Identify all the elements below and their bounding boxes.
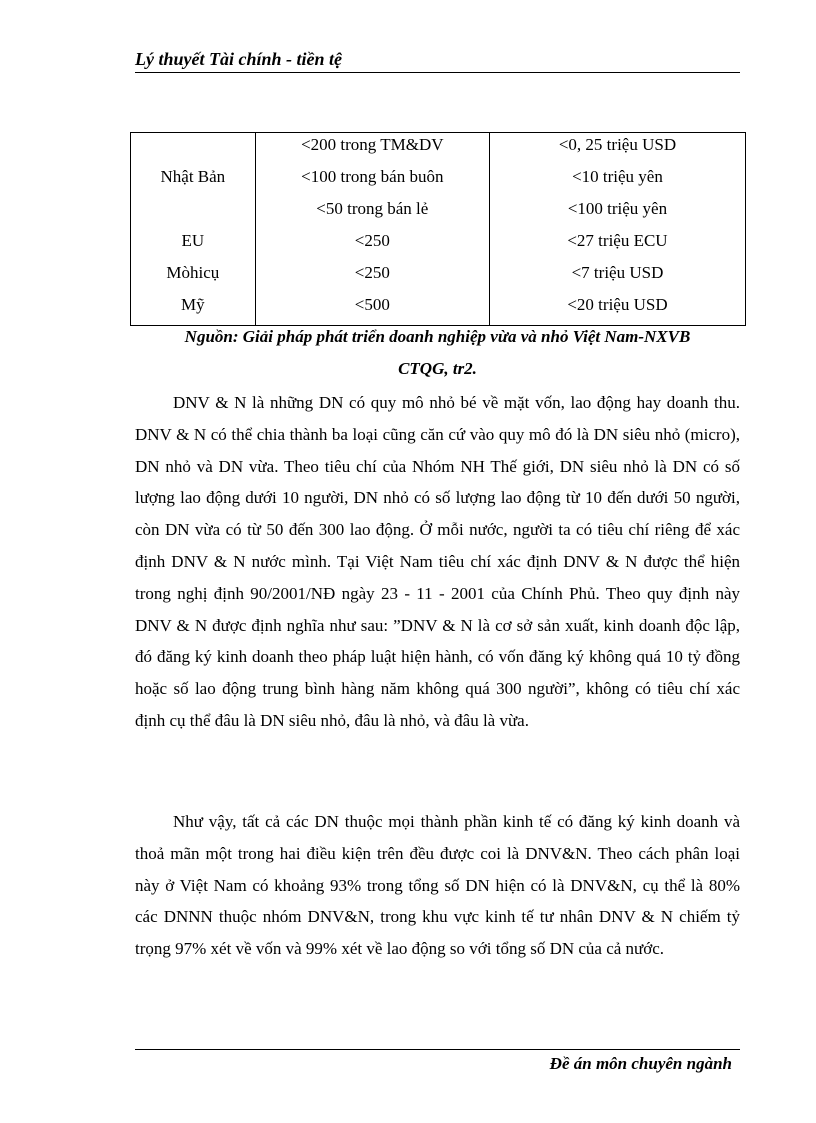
- labor-value: <500: [354, 295, 390, 314]
- table-row: [131, 261, 746, 293]
- labor-cell: [255, 261, 489, 293]
- footer-divider: [135, 1049, 740, 1050]
- page-header: [135, 46, 740, 73]
- capital-value: <27 triệu ECU: [567, 231, 668, 250]
- capital-value: <10 triệu yên: [572, 167, 663, 186]
- capital-cell: [489, 261, 745, 293]
- capital-value: <0, 25 triệu USD: [558, 135, 677, 154]
- sme-criteria-table: [130, 132, 746, 326]
- table-source-line-2: CTQG, tr2.: [398, 359, 477, 378]
- labor-value: <100 trong bán buôn: [301, 167, 444, 186]
- capital-cell: [489, 293, 745, 326]
- labor-value: <250: [354, 231, 390, 250]
- labor-cell: [255, 293, 489, 326]
- country-cell: [131, 229, 256, 261]
- table-row: [131, 293, 746, 326]
- body-paragraph-2: Như vậy, tất cả các DN thuộc mọi thành phần kinh tế có đăng ký kinh doanh và thoả mãn một trong hai điều kiện trên đều được coi là DNV&N. Theo cách phân loại này ở Việt Nam có khoảng 93% trong tổng số DN hiện có là DNV&N, cụ thể là 80% các DNNN thuộc nhóm DNV&N, trong khu vực kinh tế tư nhân DNV & N chiếm tỷ trọng 97% xét về vốn và 99% xét về lao động so với tổng số DN của cả nước.: [135, 812, 740, 959]
- labor-cell: [255, 133, 489, 230]
- capital-value: <100 triệu yên: [567, 199, 668, 218]
- capital-cell: [489, 133, 745, 230]
- table-row: [131, 229, 746, 261]
- country-name: Mòhicụ: [166, 263, 220, 282]
- capital-cell: [489, 229, 745, 261]
- country-name: EU: [181, 231, 205, 250]
- capital-value: <7 triệu USD: [571, 263, 664, 282]
- country-cell: [131, 293, 256, 326]
- footer-title: Đề án môn chuyên ngành: [549, 1054, 732, 1073]
- labor-value: <200 trong TM&DV: [301, 135, 444, 154]
- country-name: Mỹ: [181, 295, 205, 314]
- labor-cell: [255, 229, 489, 261]
- table-row: [131, 133, 746, 230]
- country-cell: [131, 261, 256, 293]
- body-paragraph-1: DNV & N là những DN có quy mô nhỏ bé về mặt vốn, lao động hay doanh thu. DNV & N có thể chia thành ba loại cũng căn cứ vào quy mô đó là DN siêu nhỏ (micro), DN nhỏ và DN vừa. Theo tiêu chí của Nhóm NH Thế giới, DN siêu nhỏ là DN có số lượng lao động dưới 10 người, DN nhỏ có số lượng lao động từ 10 đến dưới 50 người, còn DN vừa có từ 50 đến 300 lao động. Ở mỗi nước, người ta có tiêu chí riêng để xác định DNV & N nước mình. Tại Việt Nam tiêu chí xác định DNV & N được thể hiện trong nghị định 90/2001/NĐ ngày 23 - 11 - 2001 của Chính Phủ. Theo quy định này DNV & N được định nghĩa như sau: ”DNV & N là cơ sở sản xuất, kinh doanh độc lập, đó đăng ký kinh doanh theo pháp luật hiện hành, có vốn đăng ký không quá 10 tỷ đồng hoặc số lao động trung bình hàng năm không quá 300 người”, không có tiêu chí xác định cụ thể đâu là DN siêu nhỏ, đâu là nhỏ, và đâu là vừa.: [135, 393, 740, 730]
- table-source-line-1: Nguồn: Giải pháp phát triển doanh nghiệp vừa và nhỏ Việt Nam-NXVB: [184, 327, 691, 346]
- capital-value: <20 triệu USD: [567, 295, 668, 314]
- country-name: Nhật Bản: [160, 167, 226, 186]
- header-title: Lý thuyết Tài chính - tiền tệ: [135, 49, 342, 69]
- labor-value: <50 trong bán lẻ: [316, 199, 429, 218]
- labor-value: <250: [354, 263, 390, 282]
- country-cell: [131, 133, 256, 230]
